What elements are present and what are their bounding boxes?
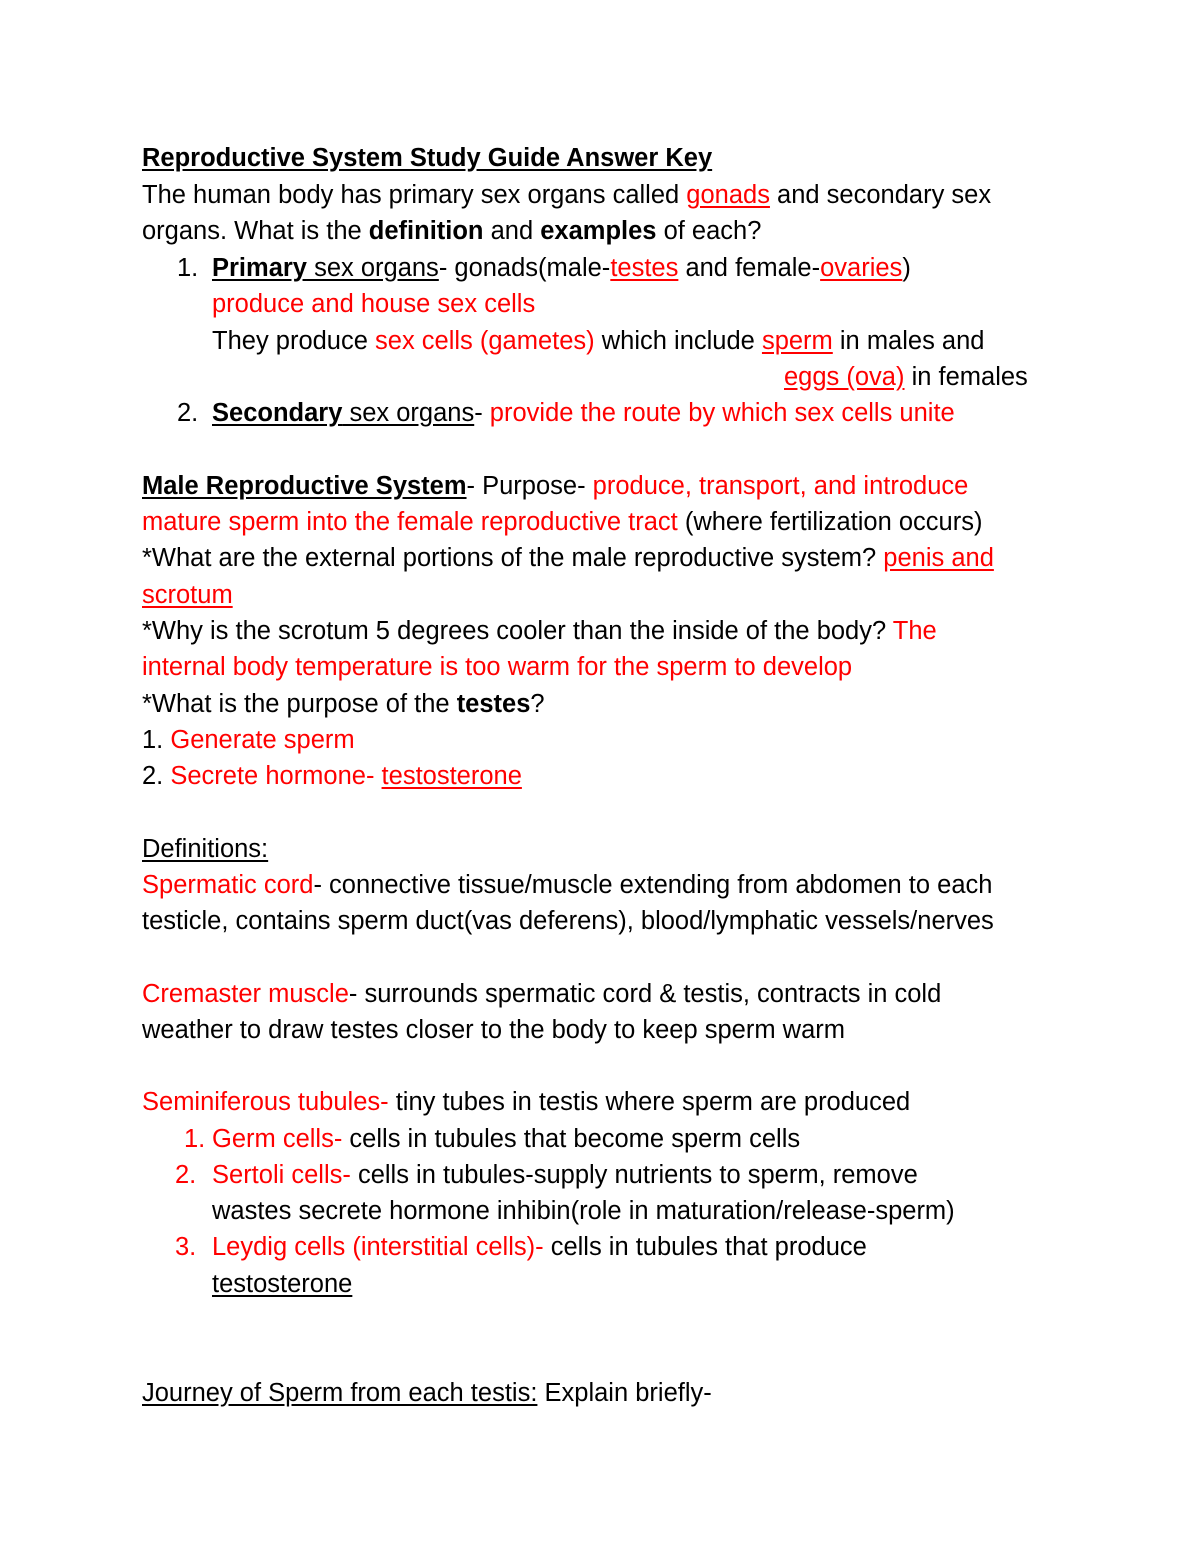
def-leydig-line-1: Leydig cells (interstitial cells)- cells in tubules that produce	[212, 1233, 867, 1261]
def-seminiferous: Seminiferous tubules- tiny tubes in testis where sperm are produced	[142, 1088, 911, 1116]
leydig-number: 3.	[175, 1233, 197, 1261]
male-q2-line: *Why is the scrotum 5 degrees cooler than the inside of the body? The	[142, 617, 937, 645]
intro-line-2: organs. What is the definition and examples of each?	[142, 217, 762, 245]
journey-heading: Journey of Sperm from each testis:	[142, 1379, 538, 1407]
doc-title: Reproductive System Study Guide Answer Key	[142, 144, 713, 172]
testes-purpose-1: 1. Generate sperm	[142, 726, 355, 754]
testes-purpose-2: 2. Secrete hormone- testosterone	[142, 762, 522, 790]
male-heading-line: Male Reproductive System- Purpose- produce, transport, and introduce	[142, 472, 969, 500]
sertoli-number: 2.	[175, 1161, 197, 1189]
male-q2-answer-2: internal body temperature is too warm for the sperm to develop	[142, 653, 853, 681]
journey-line: Journey of Sperm from each testis: Explain briefly-	[142, 1379, 712, 1407]
answer-testes: testes	[610, 254, 679, 282]
def-spermatic-line-2: testicle, contains sperm duct(vas deferens), blood/lymphatic vessels/nerves	[142, 907, 994, 935]
def-spermatic-line-1: Spermatic cord- connective tissue/muscle extending from abdomen to each	[142, 871, 993, 899]
primary-number: 1.	[177, 254, 199, 282]
primary-line-1: Primary sex organs- gonads(male-testes and female-ovaries)	[212, 254, 911, 282]
def-leydig-line-2: testosterone	[212, 1270, 353, 1298]
answer-ovaries: ovaries	[820, 254, 903, 282]
answer-gonads: gonads	[686, 181, 770, 209]
definitions-heading: Definitions:	[142, 835, 269, 863]
def-sertoli-line-1: Sertoli cells- cells in tubules-supply nutrients to sperm, remove	[212, 1161, 918, 1189]
male-q1-answer-2: scrotum	[142, 581, 233, 609]
primary-line-3: They produce sex cells (gametes) which include sperm in males and	[212, 327, 985, 355]
primary-answer: produce and house sex cells	[212, 290, 536, 318]
male-q1-line: *What are the external portions of the male reproductive system? penis and	[142, 544, 994, 572]
primary-line-4: eggs (ova) in females	[784, 363, 1028, 391]
intro-line-1: The human body has primary sex organs called gonads and secondary sex	[142, 181, 992, 209]
secondary-line: Secondary sex organs- provide the route by which sex cells unite	[212, 399, 955, 427]
def-cremaster-line-2: weather to draw testes closer to the body to keep sperm warm	[142, 1016, 845, 1044]
def-cremaster-line-1: Cremaster muscle- surrounds spermatic cord & testis, contracts in cold	[142, 980, 942, 1008]
male-q3-line: *What is the purpose of the testes?	[142, 690, 545, 718]
male-heading: Male Reproductive System	[142, 472, 467, 500]
male-purpose-line-2: mature sperm into the female reproductive tract (where fertilization occurs)	[142, 508, 983, 536]
germ-number: 1.	[184, 1125, 206, 1153]
def-sertoli-line-2: wastes secrete hormone inhibin(role in maturation/release-sperm)	[212, 1197, 955, 1225]
secondary-number: 2.	[177, 399, 199, 427]
def-germ: Germ cells- cells in tubules that become sperm cells	[212, 1125, 801, 1153]
